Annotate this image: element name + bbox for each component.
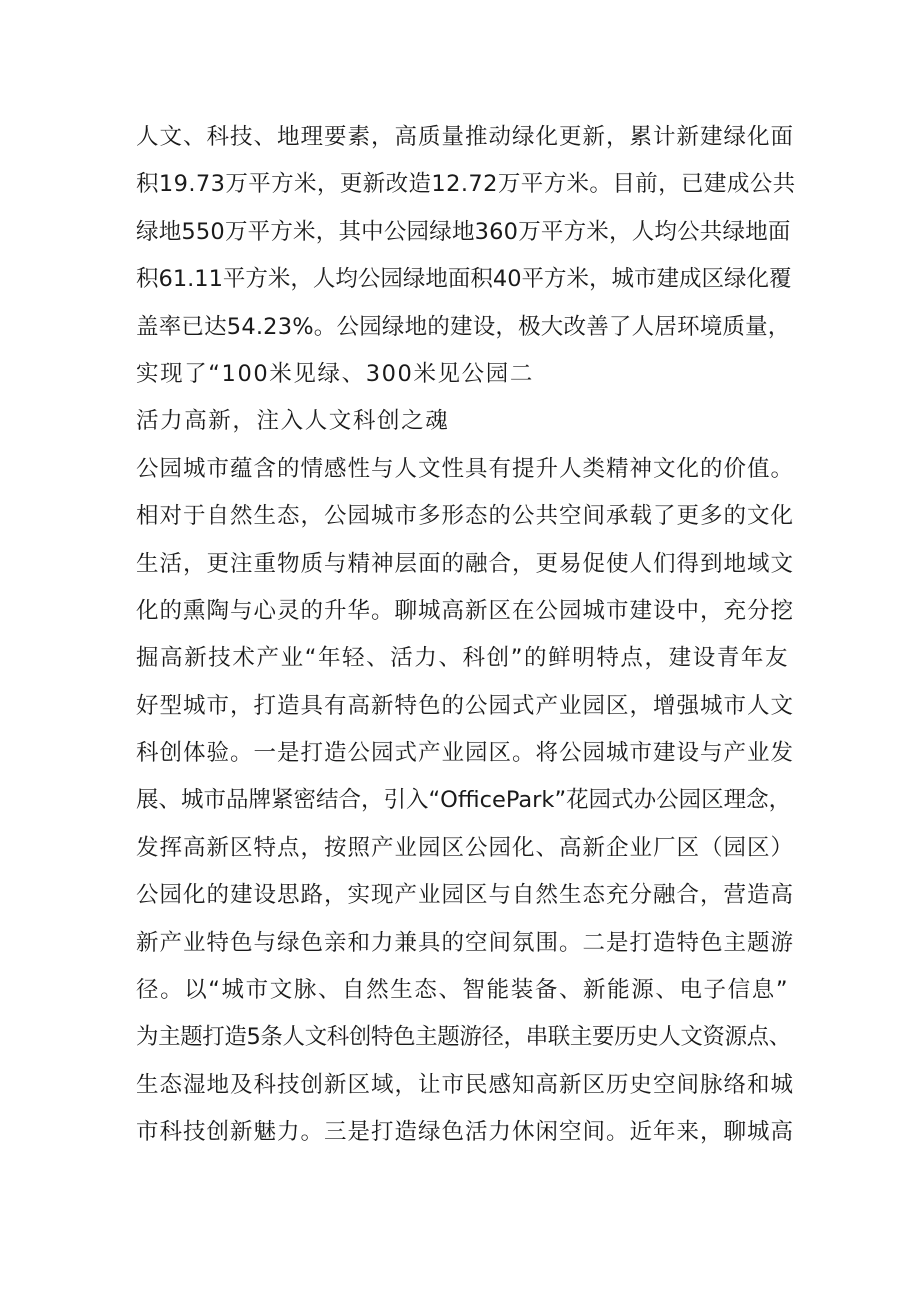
text-line: 盖率已达54.23%。公园绿地的建设，极大改善了人居环境质量，: [136, 313, 791, 340]
text-line: 新产业特色与绿色亲和力兼具的空间氛围。二是打造特色主题游: [136, 929, 795, 956]
text-line: 为主题打造5条人文科创特色主题游径，串联主要历史人文资源点、: [136, 1024, 791, 1051]
text-line: 公园化的建设思路，实现产业园区与自然生态充分融合，营造高: [136, 882, 795, 909]
section-heading: 活力高新，注入人文科创之魂: [136, 408, 450, 435]
text-line: 好型城市，打造具有高新特色的公园式产业园区，增强城市人文: [136, 692, 795, 719]
text-line: 径。以“城市文脉、自然生态、智能装备、新能源、电子信息”: [136, 977, 790, 1004]
text-line: 绿地550万平方米，其中公园绿地360万平方米，人均公共绿地面: [136, 218, 791, 245]
text-line: 生活，更注重物质与精神层面的融合，更易促使人们得到地域文: [136, 550, 795, 577]
text-line: 化的熏陶与心灵的升华。聊城高新区在公园城市建设中，充分挖: [136, 597, 795, 624]
text-line: 展、城市品牌紧密结合，引入“OfficePark”花园式办公园区理念，: [136, 787, 792, 814]
text-line: 积61.11平方米，人均公园绿地面积40平方米，城市建成区绿化覆: [136, 266, 792, 293]
text-line: 公园城市蕴含的情感性与人文性具有提升人类精神文化的价值。: [136, 455, 795, 482]
body-text: [136, 114, 796, 1157]
text-line: 生态湿地及科技创新区域，让市民感知高新区历史空间脉络和城: [136, 1071, 795, 1098]
text-line: 实现了“100米见绿、300米见公园二: [136, 360, 534, 387]
text-line: 人文、科技、地理要素，高质量推动绿化更新，累计新建绿化面: [136, 124, 795, 150]
text-line: 发挥高新区特点，按照产业园区公园化、高新企业厂区（园区）: [136, 834, 795, 861]
text-line: 科创体验。一是打造公园式产业园区。将公园城市建设与产业发: [136, 740, 795, 767]
text-line: 相对于自然生态，公园城市多形态的公共空间承载了更多的文化: [136, 503, 795, 530]
text-line: 积19.73万平方米，更新改造12.72万平方米。目前，已建成公共: [136, 171, 796, 198]
text-line: 市科技创新魅力。三是打造绿色活力休闲空间。近年来，聊城高: [136, 1119, 795, 1146]
text-line: 掘高新技术产业“年轻、活力、科创”的鲜明特点，建设青年友: [136, 645, 790, 672]
